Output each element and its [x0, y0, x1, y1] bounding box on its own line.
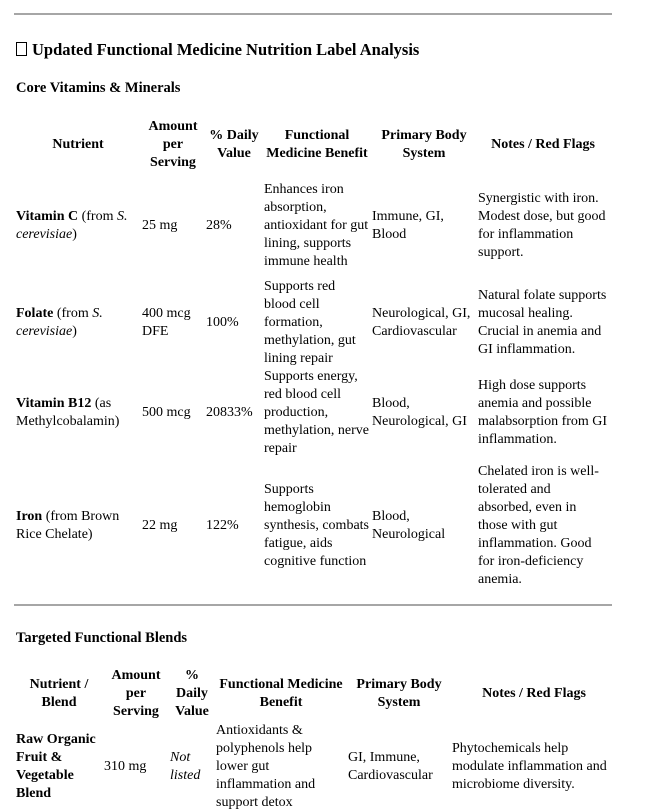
nutrient-name: Vitamin B12 — [16, 396, 92, 411]
amount-cell: 25 mg — [142, 218, 178, 233]
page-title-text: Updated Functional Medicine Nutrition Label Analysis — [32, 40, 420, 59]
col-header-nutrient: Nutrient — [52, 137, 104, 152]
amount-cell: 310 mg — [104, 759, 147, 774]
col-header-amount: Amount per Serving — [148, 119, 198, 170]
nutrient-name: Raw Organic Fruit & Vegetable Blend — [16, 732, 96, 801]
dv-cell: 100% — [206, 315, 239, 330]
functional-blends-table — [14, 666, 618, 812]
system-cell: GI, Immune, Cardiovascular — [348, 750, 433, 783]
nutrient-source-italic: S. cerevisiae — [16, 209, 128, 242]
benefit-cell: Supports hemoglobin synthesis, combats fatigue, aids cognitive function — [264, 482, 369, 569]
top-divider — [14, 13, 612, 15]
amount-cell: 22 mg — [142, 518, 178, 533]
col-header-notes: Notes / Red Flags — [491, 137, 595, 152]
dv-cell: 20833% — [206, 405, 253, 420]
core-vitamins-table — [14, 116, 610, 594]
col-header-system: Primary Body System — [381, 128, 467, 161]
notes-cell: High dose supports anemia and possible malabsorption from GI inflammation. — [478, 378, 608, 447]
nutrient-source: (from Brown Rice Chelate) — [16, 509, 120, 542]
table-row — [16, 458, 608, 594]
nutrient-name: Vitamin C — [16, 209, 79, 224]
system-cell: Neurological, GI, Cardiovascular — [372, 306, 471, 339]
col-header-notes: Notes / Red Flags — [482, 686, 586, 701]
nutrient-cell — [16, 278, 140, 368]
system-cell: Blood, Neurological, GI — [372, 396, 467, 429]
section-title-core: Core Vitamins & Minerals — [16, 80, 181, 96]
nutrient-source: (as Methylcobalamin) — [16, 396, 120, 429]
table-row — [16, 722, 616, 812]
benefit-cell: Enhances iron absorption, antioxidant for gut lining, supports immune health — [264, 182, 369, 269]
table-header-row — [16, 666, 616, 722]
nutrient-source: (from — [78, 209, 117, 224]
benefit-cell: Antioxidants & polyphenols help lower gut inflammation and support detox — [216, 723, 316, 810]
notes-cell: Synergistic with iron. Modest dose, but good for inflammation support. — [478, 191, 606, 260]
table-row — [16, 368, 608, 458]
checkbox-glyph-icon — [16, 42, 27, 56]
nutrient-source-close: ) — [72, 324, 77, 339]
dv-not-listed: Not listed — [170, 750, 201, 783]
nutrient-source: (from — [53, 306, 93, 321]
benefit-cell: Supports energy, red blood cell production, methylation, nerve repair — [264, 369, 369, 456]
nutrient-source-close: ) — [72, 227, 77, 242]
nutrient-cell — [16, 458, 140, 594]
nutrient-cell — [16, 174, 140, 278]
nutrient-cell — [16, 722, 102, 812]
col-header-benefit: Functional Medicine Benefit — [219, 677, 343, 710]
notes-cell: Phytochemicals help modulate inflammation and microbiome diversity. — [452, 741, 607, 792]
col-header-nutrient-blend: Nutrient / Blend — [29, 677, 89, 710]
table-row — [16, 278, 608, 368]
table-row — [16, 174, 608, 278]
col-header-dv: % Daily Value — [175, 668, 209, 719]
notes-cell: Chelated iron is well-tolerated and absorbed, even in those with gut inflammation. Good for iron-deficiency anemia. — [478, 464, 599, 587]
system-cell: Blood, Neurological — [372, 509, 446, 542]
col-header-system: Primary Body System — [356, 677, 442, 710]
dv-cell: 28% — [206, 218, 232, 233]
nutrient-name: Iron — [16, 509, 43, 524]
page-title — [16, 40, 419, 60]
dv-cell: 122% — [206, 518, 239, 533]
col-header-dv: % Daily Value — [209, 128, 259, 161]
col-header-benefit: Functional Medicine Benefit — [266, 128, 368, 161]
col-header-amount: Amount per Serving — [111, 668, 161, 719]
table-header-row — [16, 116, 608, 174]
section-title-blends: Targeted Functional Blends — [16, 630, 188, 646]
amount-cell: 500 mcg — [142, 405, 191, 420]
section-divider — [14, 604, 612, 606]
amount-cell: 400 mcg DFE — [142, 306, 191, 339]
benefit-cell: Supports red blood cell formation, methylation, gut lining repair — [264, 279, 356, 366]
nutrient-cell — [16, 368, 140, 458]
system-cell: Immune, GI, Blood — [372, 209, 444, 242]
nutrient-name: Folate — [16, 306, 54, 321]
notes-cell: Natural folate supports mucosal healing. Crucial in anemia and GI inflammation. — [478, 288, 607, 357]
dv-cell — [170, 722, 214, 812]
nutrient-source-italic: S. cerevisiae — [16, 306, 103, 339]
